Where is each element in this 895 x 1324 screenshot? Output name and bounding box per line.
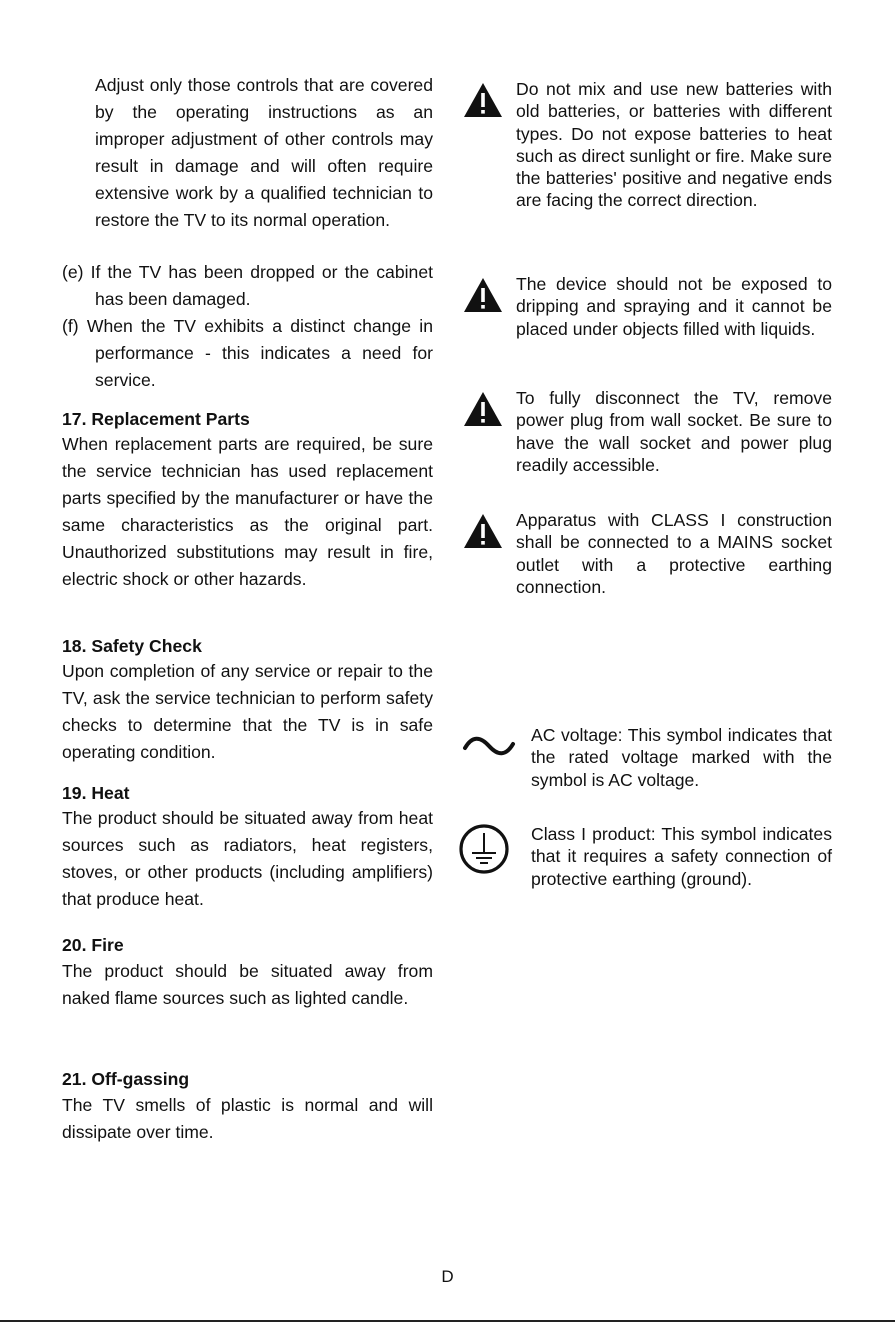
warning-text-liquids: The device should not be exposed to dripping and spraying and it cannot be placed under objects filled with liquids. (516, 274, 832, 339)
section-body-heat: The product should be situated away from heat sources such as radiators, heat registers, stoves, or other products (including amplifiers) that produce heat. (62, 808, 433, 909)
section-heading-replacement-parts: 17. Replacement Parts (62, 409, 250, 429)
warning-triangle-icon (463, 513, 503, 549)
intro-paragraph: Adjust only those controls that are covered by the operating instructions as an improper adjustment of other controls may result in damage and will often require extensive work by a qualified technician to restore the TV to its normal operation. (95, 75, 433, 230)
section-heading-off-gassing: 21. Off-gassing (62, 1069, 190, 1089)
section-body-replacement-parts: When replacement parts are required, be sure the service technician has used replacement parts specified by the manufacturer or have the same characteristics as the original part. Unauthorized substitutions may result in fire, electric shock or other hazards. (62, 434, 433, 589)
warning-text-disconnect: To fully disconnect the TV, remove power plug from wall socket. Be sure to have the wall socket and power plug readily accessible. (516, 388, 832, 475)
symbol-text-ac-voltage: AC voltage: This symbol indicates that the rated voltage marked with the symbol is AC voltage. (531, 725, 832, 790)
warning-triangle-icon (463, 277, 503, 313)
warning-triangle-icon (463, 82, 503, 118)
symbol-text-class-i-product: Class I product: This symbol indicates that it requires a safety connection of protective earthing (ground). (531, 824, 832, 889)
section-heading-heat: 19. Heat (62, 783, 130, 803)
section-body-fire: The product should be situated away from naked flame sources such as lighted candle. (62, 961, 433, 1008)
service-item-e: (e) If the TV has been dropped or the cabinet has been damaged. (62, 262, 433, 309)
section-body-off-gassing: The TV smells of plastic is normal and will dissipate over time. (62, 1095, 433, 1142)
bottom-rule (0, 1320, 895, 1322)
warning-triangle-icon (463, 391, 503, 427)
section-body-safety-check: Upon completion of any service or repair to the TV, ask the service technician to perform safety checks to determine that the TV is in safe operating condition. (62, 661, 433, 762)
warning-text-class-i: Apparatus with CLASS I construction shall be connected to a MAINS socket outlet with a protective earthing connection. (516, 510, 832, 597)
ac-voltage-icon (462, 734, 516, 758)
protective-earth-icon (458, 823, 510, 875)
service-item-f: (f) When the TV exhibits a distinct change in performance - this indicates a need for service. (62, 316, 433, 390)
section-heading-fire: 20. Fire (62, 935, 124, 955)
warning-text-batteries: Do not mix and use new batteries with old batteries, or batteries with different types. Do not expose batteries to heat such as direct sunlight or fire. Make sure the batteries' positive and negative ends are facing the correct direction. (516, 79, 832, 211)
section-heading-safety-check: 18. Safety Check (62, 636, 202, 656)
page-number: D (441, 1267, 454, 1286)
